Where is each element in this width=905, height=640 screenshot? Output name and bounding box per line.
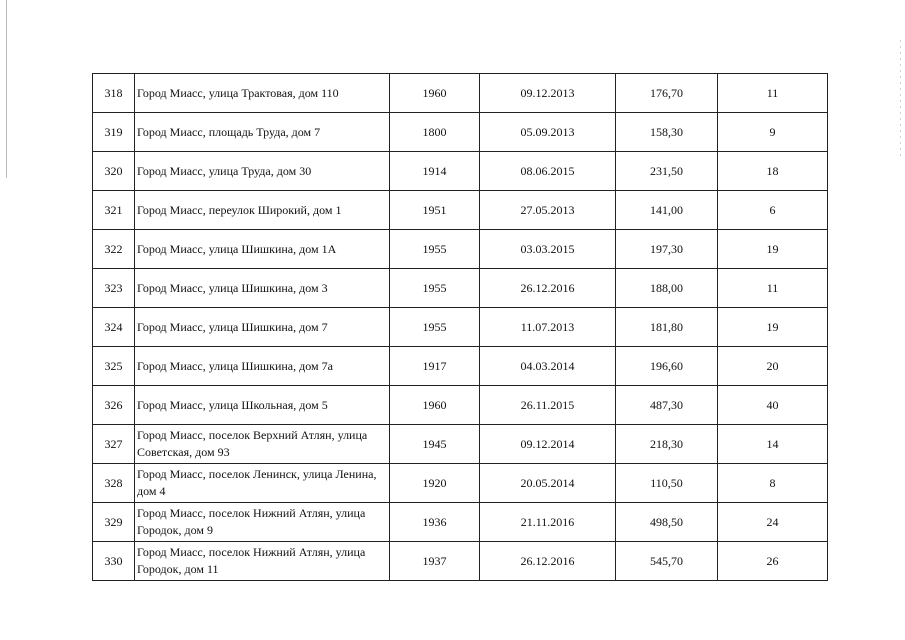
address-cell: Город Миасс, переулок Широкий, дом 1 [135, 191, 390, 230]
row-number-cell: 322 [93, 230, 135, 269]
area-cell: 141,00 [616, 191, 718, 230]
build-year-cell: 1955 [390, 269, 480, 308]
table-row [93, 386, 828, 425]
scan-edge-line [6, 0, 7, 178]
build-year-cell: 1945 [390, 425, 480, 464]
survey-date-cell: 21.11.2016 [480, 503, 616, 542]
survey-date-cell: 05.09.2013 [480, 113, 616, 152]
count-cell: 26 [718, 542, 828, 581]
count-cell: 20 [718, 347, 828, 386]
build-year-cell: 1914 [390, 152, 480, 191]
count-cell: 11 [718, 269, 828, 308]
registry-table-body [93, 74, 828, 581]
table-row [93, 308, 828, 347]
address-cell: Город Миасс, улица Шишкина, дом 3 [135, 269, 390, 308]
area-cell: 181,80 [616, 308, 718, 347]
area-cell: 110,50 [616, 464, 718, 503]
area-cell: 197,30 [616, 230, 718, 269]
area-cell: 196,60 [616, 347, 718, 386]
registry-table [92, 73, 828, 581]
row-number-cell: 326 [93, 386, 135, 425]
survey-date-cell: 03.03.2015 [480, 230, 616, 269]
count-cell: 40 [718, 386, 828, 425]
area-cell: 487,30 [616, 386, 718, 425]
build-year-cell: 1920 [390, 464, 480, 503]
row-number-cell: 324 [93, 308, 135, 347]
address-cell: Город Миасс, улица Шишкина, дом 7 [135, 308, 390, 347]
address-cell: Город Миасс, улица Школьная, дом 5 [135, 386, 390, 425]
area-cell: 158,30 [616, 113, 718, 152]
build-year-cell: 1800 [390, 113, 480, 152]
table-row [93, 503, 828, 542]
build-year-cell: 1955 [390, 308, 480, 347]
area-cell: 176,70 [616, 74, 718, 113]
area-cell: 218,30 [616, 425, 718, 464]
table-row [93, 464, 828, 503]
table-row [93, 347, 828, 386]
survey-date-cell: 08.06.2015 [480, 152, 616, 191]
row-number-cell: 329 [93, 503, 135, 542]
row-number-cell: 325 [93, 347, 135, 386]
address-cell: Город Миасс, поселок Верхний Атлян, улица Советская, дом 93 [135, 425, 390, 464]
count-cell: 9 [718, 113, 828, 152]
row-number-cell: 327 [93, 425, 135, 464]
survey-date-cell: 11.07.2013 [480, 308, 616, 347]
address-cell: Город Миасс, поселок Нижний Атлян, улица Городок, дом 11 [135, 542, 390, 581]
count-cell: 6 [718, 191, 828, 230]
survey-date-cell: 27.05.2013 [480, 191, 616, 230]
count-cell: 8 [718, 464, 828, 503]
table-row [93, 152, 828, 191]
table-row [93, 74, 828, 113]
row-number-cell: 328 [93, 464, 135, 503]
build-year-cell: 1960 [390, 74, 480, 113]
build-year-cell: 1951 [390, 191, 480, 230]
row-number-cell: 318 [93, 74, 135, 113]
build-year-cell: 1936 [390, 503, 480, 542]
build-year-cell: 1917 [390, 347, 480, 386]
table-row [93, 425, 828, 464]
survey-date-cell: 09.12.2014 [480, 425, 616, 464]
area-cell: 231,50 [616, 152, 718, 191]
row-number-cell: 323 [93, 269, 135, 308]
survey-date-cell: 26.12.2016 [480, 542, 616, 581]
address-cell: Город Миасс, поселок Нижний Атлян, улица Городок, дом 9 [135, 503, 390, 542]
address-cell: Город Миасс, площадь Труда, дом 7 [135, 113, 390, 152]
row-number-cell: 321 [93, 191, 135, 230]
table-row [93, 113, 828, 152]
count-cell: 18 [718, 152, 828, 191]
survey-date-cell: 20.05.2014 [480, 464, 616, 503]
row-number-cell: 320 [93, 152, 135, 191]
scan-margin-mark [900, 40, 901, 160]
address-cell: Город Миасс, улица Шишкина, дом 7а [135, 347, 390, 386]
count-cell: 19 [718, 308, 828, 347]
row-number-cell: 319 [93, 113, 135, 152]
survey-date-cell: 26.12.2016 [480, 269, 616, 308]
survey-date-cell: 09.12.2013 [480, 74, 616, 113]
row-number-cell: 330 [93, 542, 135, 581]
address-cell: Город Миасс, поселок Ленинск, улица Ленина, дом 4 [135, 464, 390, 503]
survey-date-cell: 04.03.2014 [480, 347, 616, 386]
survey-date-cell: 26.11.2015 [480, 386, 616, 425]
table-row [93, 269, 828, 308]
build-year-cell: 1955 [390, 230, 480, 269]
area-cell: 545,70 [616, 542, 718, 581]
area-cell: 188,00 [616, 269, 718, 308]
count-cell: 14 [718, 425, 828, 464]
count-cell: 24 [718, 503, 828, 542]
address-cell: Город Миасс, улица Трактовая, дом 110 [135, 74, 390, 113]
address-cell: Город Миасс, улица Шишкина, дом 1А [135, 230, 390, 269]
build-year-cell: 1937 [390, 542, 480, 581]
table-row [93, 191, 828, 230]
address-cell: Город Миасс, улица Труда, дом 30 [135, 152, 390, 191]
table-row [93, 230, 828, 269]
build-year-cell: 1960 [390, 386, 480, 425]
count-cell: 19 [718, 230, 828, 269]
count-cell: 11 [718, 74, 828, 113]
table-row [93, 542, 828, 581]
area-cell: 498,50 [616, 503, 718, 542]
